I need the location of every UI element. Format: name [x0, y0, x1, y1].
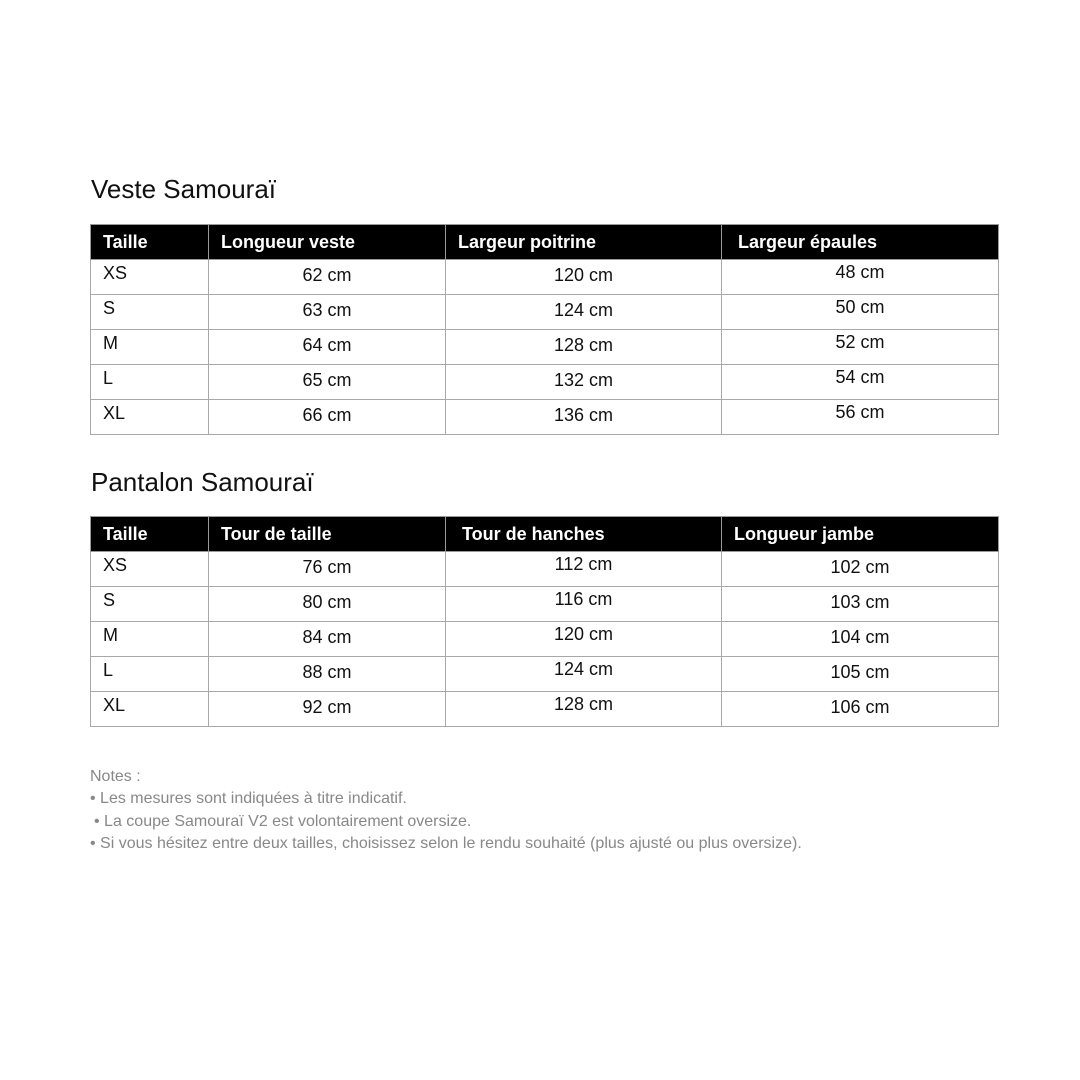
measurement-cell: 105 cm	[722, 657, 999, 692]
measurement-cell: 104 cm	[722, 622, 999, 657]
table-row	[91, 587, 999, 622]
table-row	[91, 365, 999, 400]
table-row	[91, 622, 999, 657]
measurement-cell: 56 cm	[722, 400, 999, 435]
note-item: • La coupe Samouraï V2 est volontairement oversize.	[94, 812, 472, 830]
table-row	[91, 330, 999, 365]
size-label-cell: L	[91, 657, 209, 692]
jacket-table-title: Veste Samouraï	[91, 174, 276, 204]
jacket-size-table	[90, 224, 999, 435]
column-header: Taille	[91, 225, 209, 260]
pants-size-table	[90, 516, 999, 727]
column-header: Longueur veste	[209, 225, 446, 260]
measurement-cell: 103 cm	[722, 587, 999, 622]
measurement-cell: 64 cm	[209, 330, 446, 365]
measurement-cell: 76 cm	[209, 552, 446, 587]
size-label-cell: XS	[91, 552, 209, 587]
measurement-cell: 65 cm	[209, 365, 446, 400]
measurement-cell: 88 cm	[209, 657, 446, 692]
table-row	[91, 295, 999, 330]
measurement-cell: 62 cm	[209, 260, 446, 295]
notes-section	[90, 766, 802, 855]
measurement-cell: 80 cm	[209, 587, 446, 622]
table-header-row	[91, 225, 999, 260]
measurement-cell: 52 cm	[722, 330, 999, 365]
measurement-cell: 120 cm	[446, 622, 722, 657]
table-row	[91, 400, 999, 435]
measurement-cell: 63 cm	[209, 295, 446, 330]
note-item: • Si vous hésitez entre deux tailles, choisissez selon le rendu souhaité (plus ajusté ou plus oversize).	[90, 834, 802, 852]
note-item: • Les mesures sont indiquées à titre indicatif.	[90, 790, 407, 808]
table-row	[91, 260, 999, 295]
measurement-cell: 92 cm	[209, 692, 446, 727]
measurement-cell: 128 cm	[446, 330, 722, 365]
column-header: Largeur épaules	[722, 225, 999, 260]
size-label-cell: XS	[91, 260, 209, 295]
column-header: Tour de hanches	[446, 517, 722, 552]
measurement-cell: 136 cm	[446, 400, 722, 435]
size-label-cell: M	[91, 330, 209, 365]
measurement-cell: 128 cm	[446, 692, 722, 727]
measurement-cell: 54 cm	[722, 365, 999, 400]
measurement-cell: 132 cm	[446, 365, 722, 400]
measurement-cell: 124 cm	[446, 295, 722, 330]
measurement-cell: 102 cm	[722, 552, 999, 587]
column-header: Tour de taille	[209, 517, 446, 552]
measurement-cell: 112 cm	[446, 552, 722, 587]
table-row	[91, 657, 999, 692]
size-label-cell: M	[91, 622, 209, 657]
table-header-row	[91, 517, 999, 552]
size-label-cell: XL	[91, 692, 209, 727]
measurement-cell: 84 cm	[209, 622, 446, 657]
measurement-cell: 66 cm	[209, 400, 446, 435]
measurement-cell: 116 cm	[446, 587, 722, 622]
column-header: Largeur poitrine	[446, 225, 722, 260]
measurement-cell: 106 cm	[722, 692, 999, 727]
size-label-cell: L	[91, 365, 209, 400]
measurement-cell: 120 cm	[446, 260, 722, 295]
column-header: Longueur jambe	[722, 517, 999, 552]
column-header: Taille	[91, 517, 209, 552]
table-row	[91, 552, 999, 587]
measurement-cell: 124 cm	[446, 657, 722, 692]
size-label-cell: S	[91, 295, 209, 330]
pants-table-title: Pantalon Samouraï	[91, 467, 314, 497]
size-label-cell: S	[91, 587, 209, 622]
measurement-cell: 48 cm	[722, 260, 999, 295]
measurement-cell: 50 cm	[722, 295, 999, 330]
size-label-cell: XL	[91, 400, 209, 435]
table-row	[91, 692, 999, 727]
notes-heading: Notes :	[90, 768, 141, 785]
